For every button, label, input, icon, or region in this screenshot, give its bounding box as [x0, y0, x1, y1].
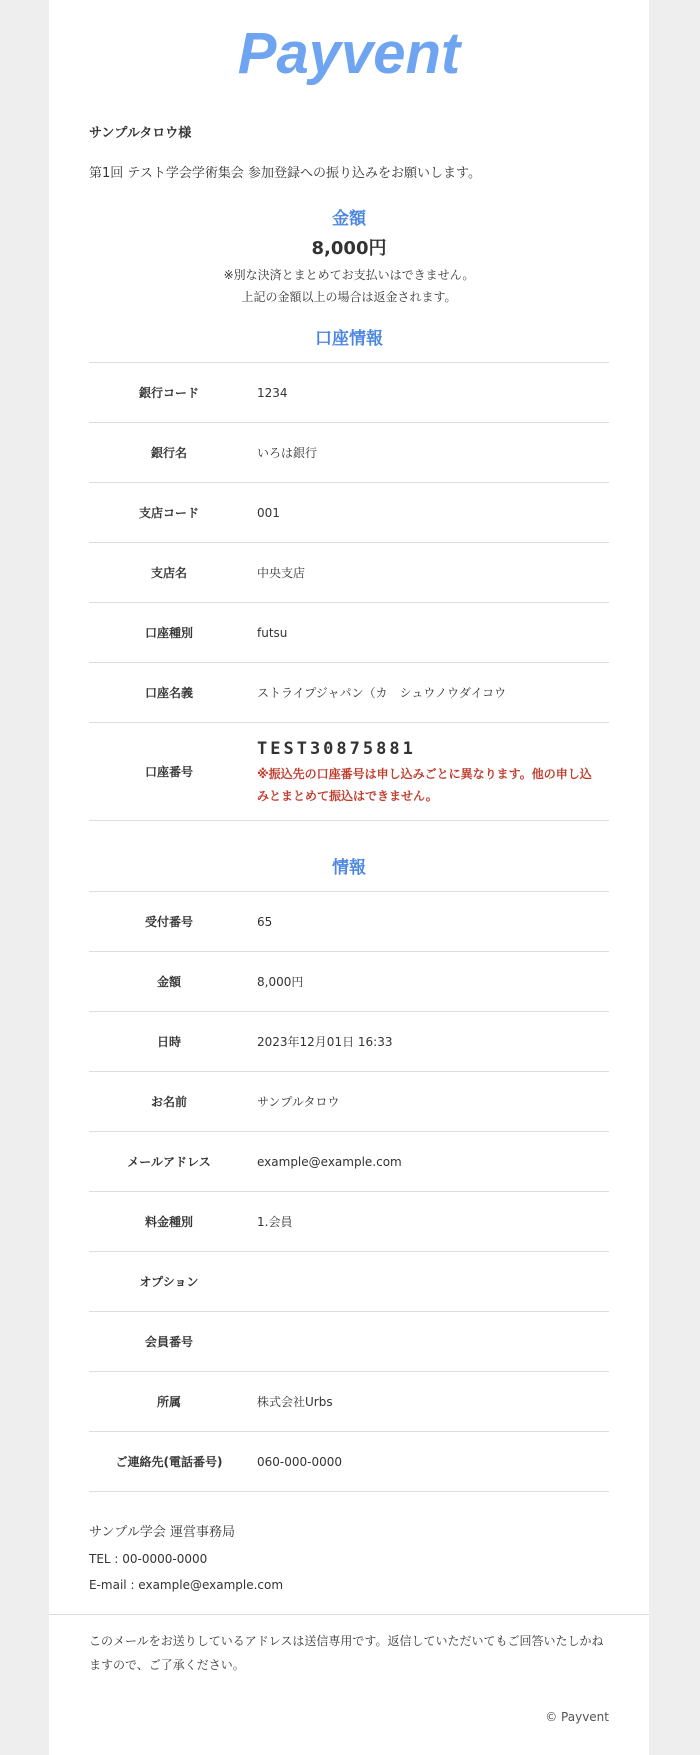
account-section-title: 口座情報: [315, 329, 383, 349]
table-row: [89, 1072, 609, 1132]
table-row: [89, 603, 609, 663]
table-row: [89, 1372, 609, 1432]
row-value: 1.会員: [257, 1215, 293, 1229]
row-value: 8,000円: [257, 975, 304, 989]
signature: [89, 1520, 609, 1598]
row-value: 株式会社Urbs: [257, 1395, 333, 1409]
info-table: [89, 891, 609, 1492]
row-label: 口座種別: [144, 626, 193, 640]
account-number: TEST30875881: [257, 738, 416, 759]
row-label: オプション: [139, 1275, 199, 1289]
table-row: [89, 892, 609, 952]
row-value: example@example.com: [257, 1154, 402, 1169]
signature-email: E-mail : example@example.com: [89, 1578, 284, 1592]
table-row: [89, 483, 609, 543]
amount-note-line-1: ※別な決済とまとめてお支払いはできません。: [223, 268, 475, 282]
signature-org: サンプル学会 運営事務局: [89, 1525, 235, 1540]
row-value: ストライプジャパン（カ シュウノウダイコウ: [257, 686, 507, 700]
row-value: 中央支店: [257, 566, 306, 580]
table-row: [89, 543, 609, 603]
table-row: [89, 363, 609, 423]
row-label: 支店コード: [138, 506, 199, 520]
row-value: 1234: [257, 385, 288, 400]
row-value: [249, 1252, 609, 1312]
row-value: いろは銀行: [257, 446, 318, 460]
table-row: [89, 1132, 609, 1192]
table-row: [89, 1012, 609, 1072]
copyright: © Payvent: [545, 1710, 609, 1724]
greeting: サンプルタロウ様: [89, 126, 192, 141]
account-table: [89, 362, 609, 821]
amount-note-line-2: 上記の金額以上の場合は返金されます。: [241, 290, 457, 304]
logo-text: Payvent: [237, 21, 461, 86]
row-label: 銀行名: [150, 446, 187, 460]
row-value: 060-000-0000: [257, 1454, 343, 1469]
table-row: [89, 663, 609, 723]
row-label: メールアドレス: [127, 1155, 211, 1169]
amount-value: 8,000円: [311, 238, 387, 259]
table-row: [89, 1192, 609, 1252]
footer-note: このメールをお送りしているアドレスは送信専用です。返信していただいてもご回答いたしかねますので、ご了承ください。: [89, 1634, 604, 1672]
row-value: 65: [257, 914, 273, 929]
row-label: 金額: [156, 975, 181, 989]
row-label: 所属: [156, 1395, 181, 1409]
payvent-logo: [49, 0, 649, 100]
account-number-warning: ※振込先の口座番号は申し込みごとに異なります。他の申し込みとまとめて振込はできません。: [257, 766, 592, 803]
amount-note: [89, 264, 609, 308]
row-value: [249, 1312, 609, 1372]
row-label: 受付番号: [144, 915, 193, 929]
email-body: [49, 0, 649, 1755]
table-row: [89, 952, 609, 1012]
row-label: 銀行コード: [138, 386, 199, 400]
row-label: ご連絡先(電話番号): [115, 1455, 223, 1469]
row-label: 会員番号: [144, 1335, 193, 1349]
row-label: 口座番号: [144, 765, 193, 779]
row-label: お名前: [150, 1095, 187, 1109]
intro-text: 第1回 テスト学会学術集会 参加登録への振り込みをお願いします。: [89, 166, 481, 181]
table-row: [89, 1252, 609, 1312]
amount-section-title: 金額: [332, 209, 366, 229]
info-section-title: 情報: [332, 858, 366, 878]
row-label: 支店名: [150, 566, 187, 580]
table-row: [89, 423, 609, 483]
row-value: 001: [257, 505, 280, 520]
account-number-cell: [249, 723, 609, 821]
row-label: 料金種別: [144, 1215, 193, 1229]
row-label: 日時: [156, 1035, 181, 1049]
table-row: [89, 723, 609, 821]
table-row: [89, 1312, 609, 1372]
row-value: サンプルタロウ: [257, 1095, 340, 1109]
signature-tel: TEL : 00-0000-0000: [89, 1552, 208, 1566]
row-value: 2023年12月01日 16:33: [257, 1035, 393, 1049]
row-value: futsu: [257, 625, 288, 640]
row-label: 口座名義: [144, 686, 193, 700]
table-row: [89, 1432, 609, 1492]
payvent-logo-mark: [214, 20, 484, 90]
